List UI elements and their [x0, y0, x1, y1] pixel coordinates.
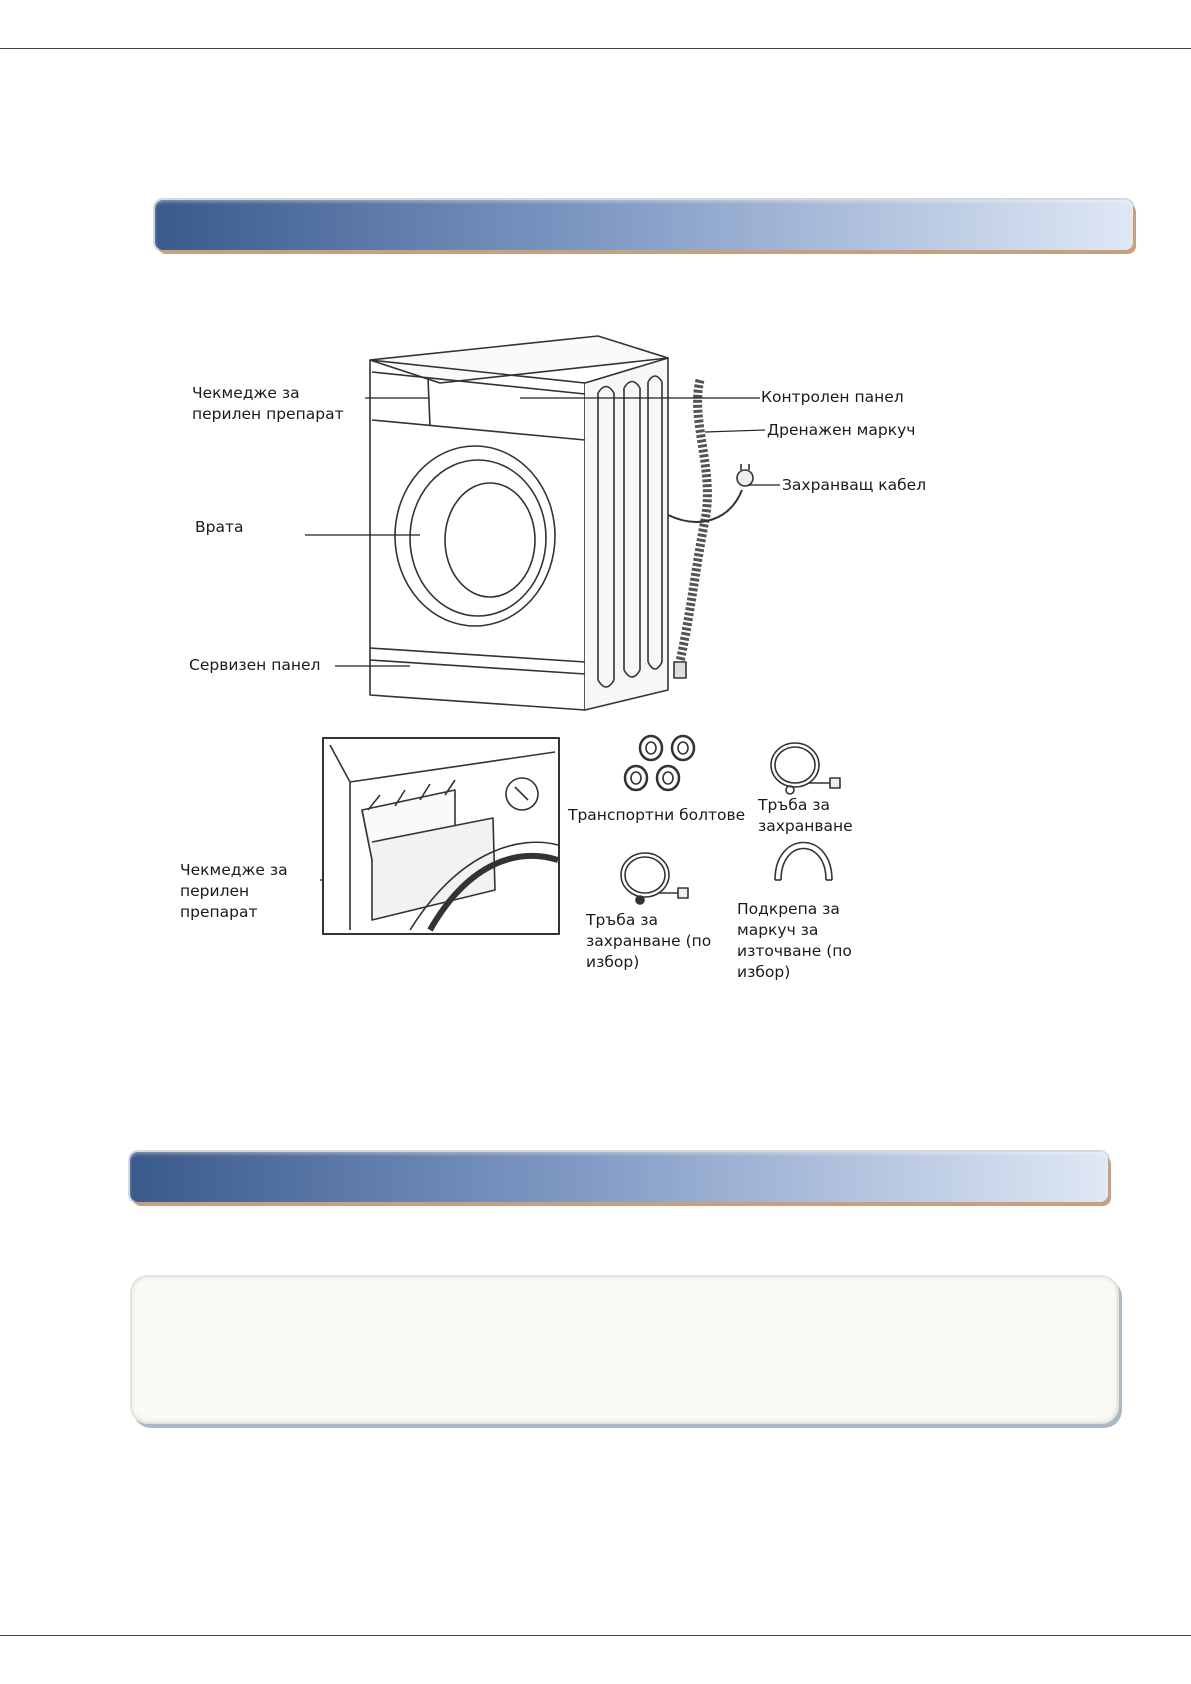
label-drawer-detail: Чекмедже за перилен препарат — [180, 861, 288, 921]
note-box — [130, 1275, 1119, 1424]
supply-pipe-illustration — [771, 743, 840, 794]
section-banner-2 — [130, 1152, 1108, 1202]
transport-bolts-illustration — [625, 736, 694, 790]
bottom-rule — [0, 1635, 1191, 1636]
power-cable-illustration — [668, 464, 753, 522]
drawer-detail-illustration — [323, 738, 559, 934]
label-supply-pipe-optional: Тръба за захранване (по избор) — [586, 911, 712, 971]
drain-hose-illustration — [674, 380, 707, 678]
callout-door: Врата — [195, 518, 244, 536]
washing-machine-illustration — [370, 336, 668, 710]
callout-detergent-drawer: Чекмедже за перилен препарат — [192, 384, 344, 423]
callout-control-panel: Контролен панел — [761, 388, 904, 406]
supply-pipe-optional-illustration — [621, 853, 688, 904]
callout-drain-hose: Дренажен маркуч — [767, 421, 916, 439]
label-transport-bolts: Транспортни болтове — [568, 806, 746, 824]
callout-power-cable: Захранващ кабел — [782, 476, 927, 494]
callout-service-panel: Сервизен панел — [189, 656, 321, 674]
label-hose-support: Подкрепа за маркуч за източване (по избор) — [737, 900, 852, 981]
hose-support-illustration — [775, 843, 832, 881]
label-supply-pipe: Тръба за захранване — [758, 796, 853, 835]
